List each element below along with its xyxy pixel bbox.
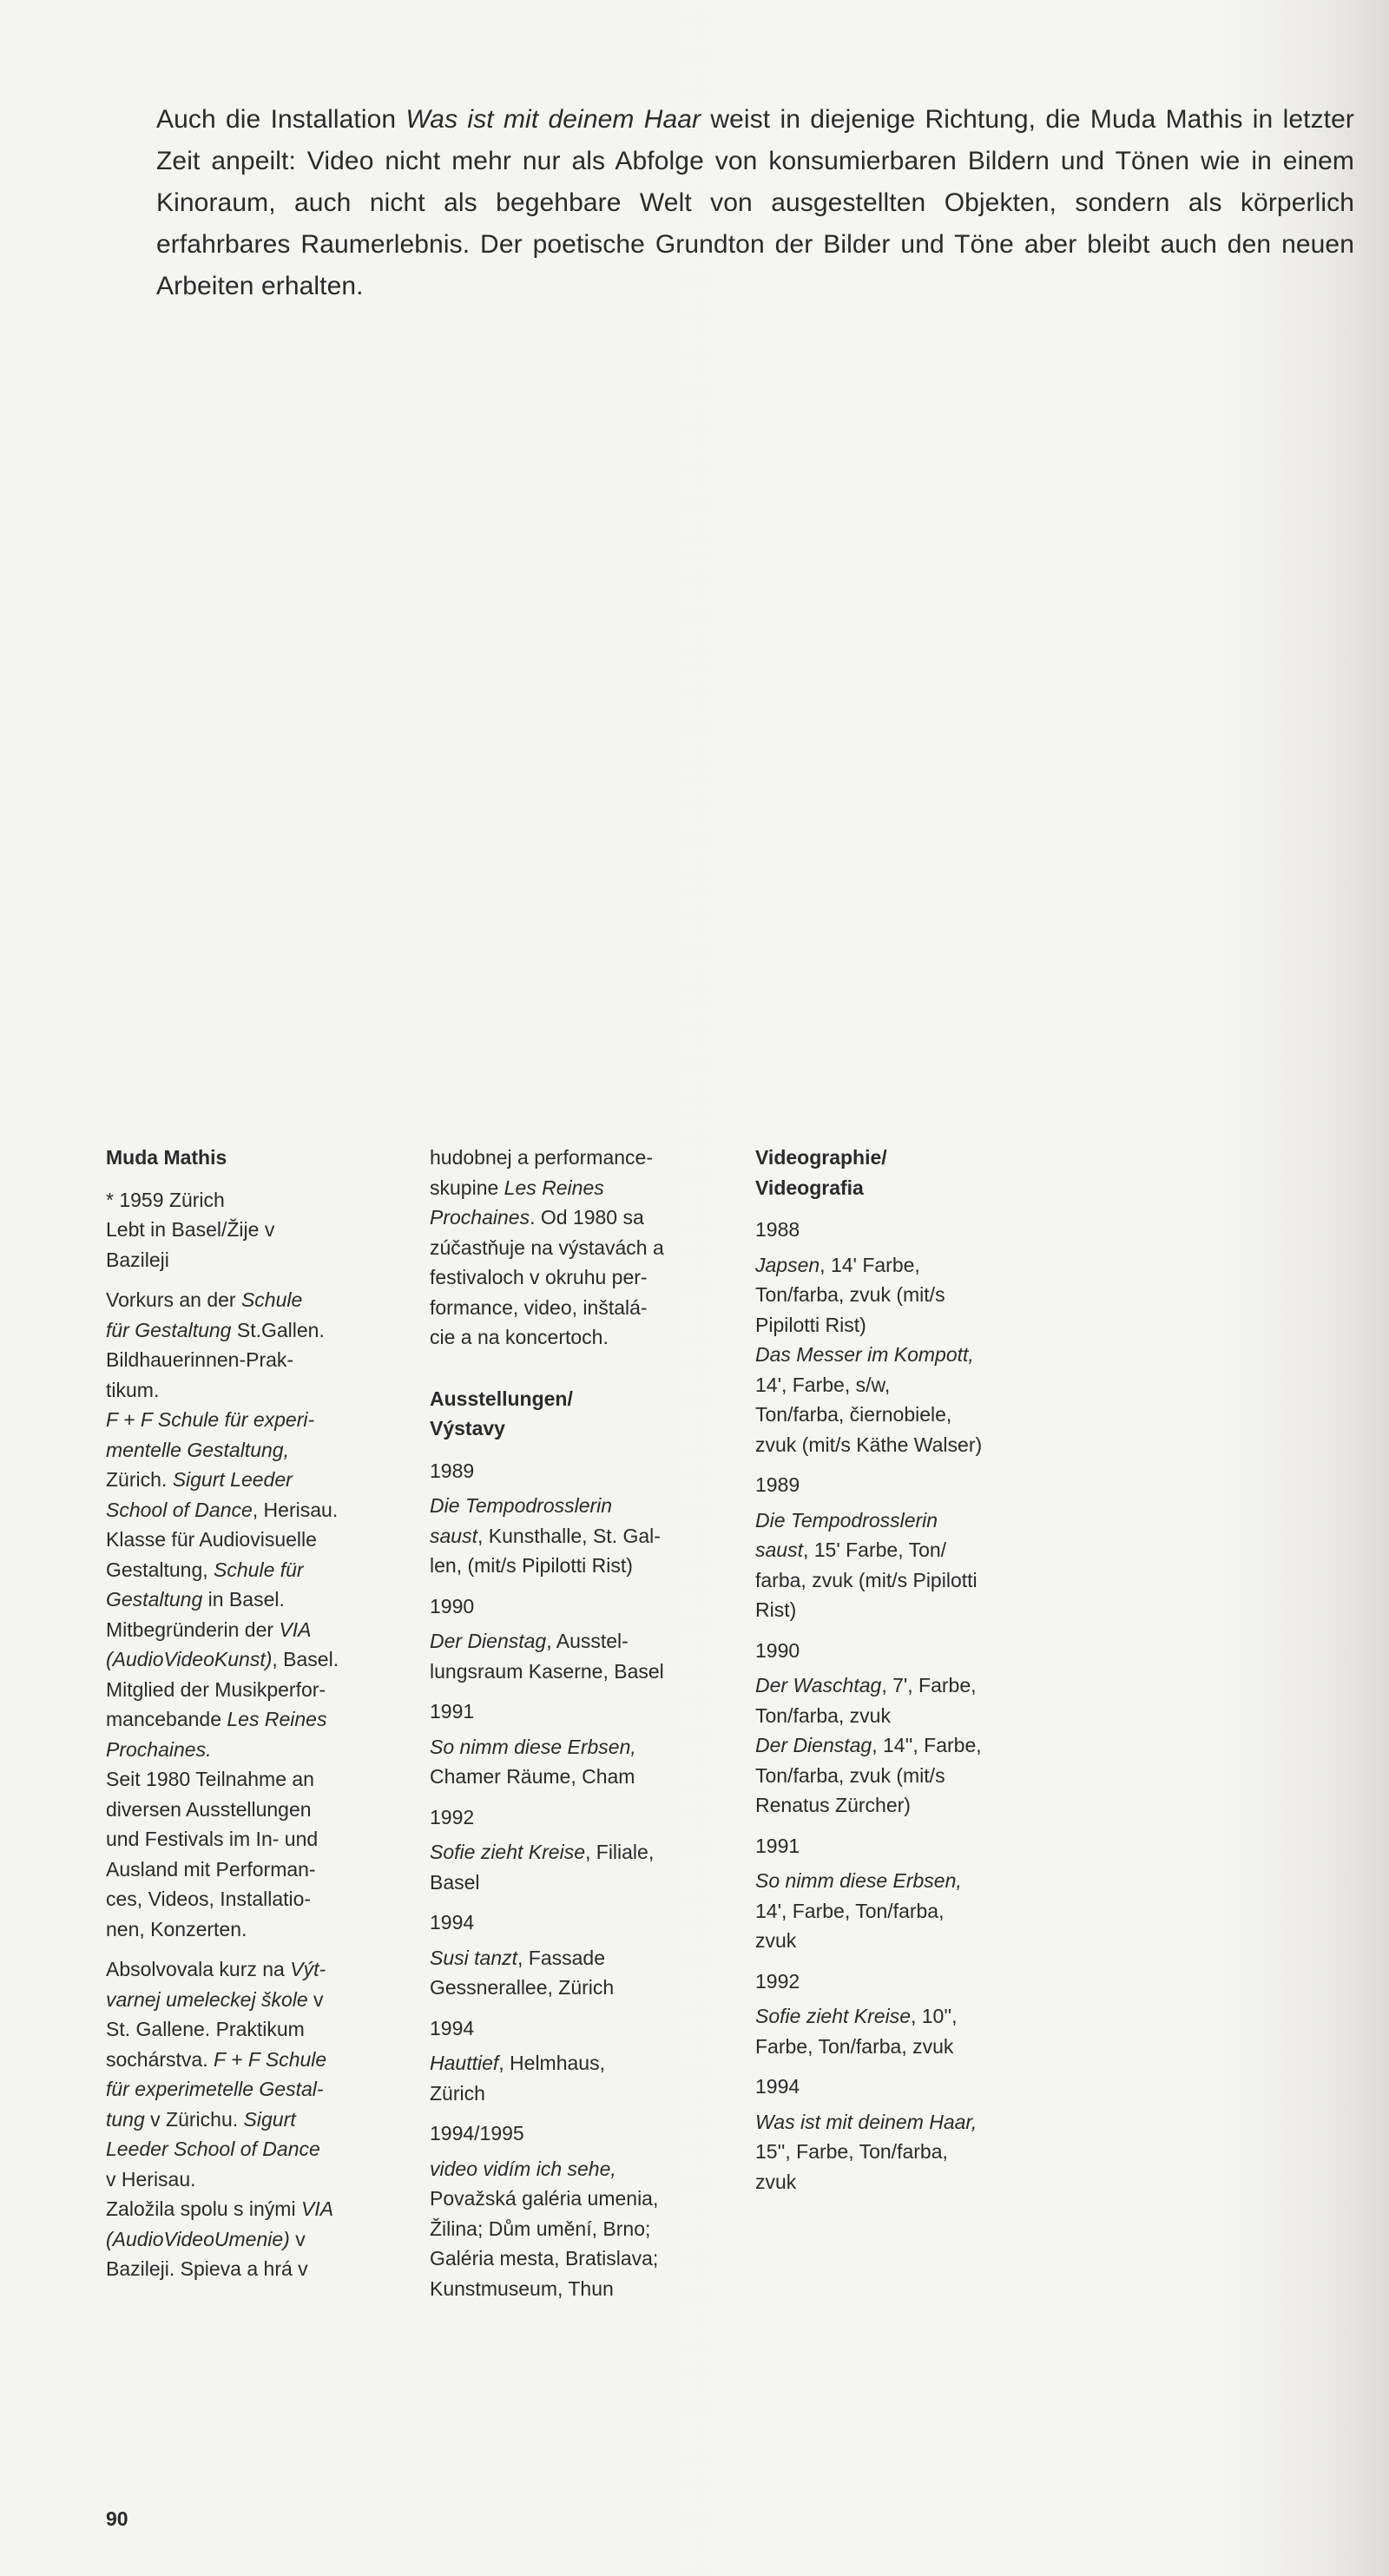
videography-heading-line: Videographie/ bbox=[755, 1146, 887, 1169]
bio-slovak-line: Prochaines. Od 1980 sa bbox=[430, 1206, 644, 1229]
bio-slovak-line: varnej umeleckej škole v bbox=[106, 1987, 324, 2011]
bio-slovak-line: (AudioVideoUmenie) v bbox=[106, 2227, 306, 2250]
videography-column bbox=[755, 1143, 1042, 2207]
video-line: farba, zvuk (mit/s Pipilotti bbox=[755, 1568, 978, 1591]
exhibition-entry bbox=[430, 1907, 716, 2003]
bio-slovak-line: Absolvovala kurz na Výt- bbox=[106, 1958, 326, 1980]
video-line: Der Waschtag, 7', Farbe, bbox=[755, 1674, 977, 1696]
video-line: saust, 15' Farbe, Ton/ bbox=[755, 1538, 947, 1561]
exhibition-entry bbox=[430, 2013, 716, 2109]
bio-german-line: mentelle Gestaltung, bbox=[106, 1438, 289, 1461]
video-year: 1990 bbox=[755, 1638, 800, 1662]
video-line: 14', Farbe, s/w, bbox=[755, 1373, 891, 1396]
intro-paragraph: Auch die Installation Was ist mit deinem Haar weist in diejenige Richtung, die Muda Mathis in letzter Zeit anpeilt: Video nicht mehr nur als Abfolge von konsumierbaren Bildern und Tönen wie in einem Kinoraum, auch nicht als begehbare Welt von ausgestellten Objekten, sondern als körperlich erfahrbares Raumerlebnis. Der poetische Grundton der Bilder und Töne aber bleibt auch den neuen Arbeiten erhalten. bbox=[156, 105, 1355, 300]
video-entry bbox=[755, 2072, 1042, 2197]
video-line: zvuk bbox=[755, 1929, 797, 1952]
bio-slovak-line: skupine Les Reines bbox=[430, 1176, 604, 1199]
video-line: Ton/farba, zvuk bbox=[755, 1703, 891, 1727]
exhibitions-heading bbox=[430, 1384, 716, 1444]
video-year: 1992 bbox=[755, 1969, 800, 1993]
video-line: Ton/farba, zvuk (mit/s bbox=[755, 1763, 945, 1787]
bio-slovak-line: St. Gallene. Praktikum bbox=[106, 2018, 305, 2040]
video-line: zvuk (mit/s Käthe Walser) bbox=[755, 1433, 983, 1456]
exhibition-line: lungsraum Kaserne, Basel bbox=[430, 1659, 664, 1683]
video-line: Ton/farba, zvuk (mit/s bbox=[755, 1283, 945, 1306]
bio-german-line: für Gestaltung St.Gallen. bbox=[106, 1318, 325, 1341]
exhibition-year: 1994 bbox=[430, 1911, 475, 1934]
video-year: 1988 bbox=[755, 1218, 800, 1241]
video-line: Sofie zieht Kreise, 10'', bbox=[755, 2005, 958, 2027]
video-line: Rist) bbox=[755, 1598, 797, 1621]
exhibitions-list bbox=[430, 1456, 716, 2304]
bio-born-line: Lebt in Basel/Žije v bbox=[106, 1218, 275, 1241]
video-line: Was ist mit deinem Haar, bbox=[755, 2110, 978, 2133]
bio-slovak-line: Leeder School of Dance bbox=[106, 2138, 320, 2160]
videography-list bbox=[755, 1215, 1042, 2197]
exhibition-entry bbox=[430, 1591, 716, 1687]
video-year: 1994 bbox=[755, 2075, 800, 2098]
exhibition-entry bbox=[430, 2118, 716, 2303]
bio-german-line: Mitbegründerin der VIA bbox=[106, 1617, 312, 1641]
bio-german-line: F + F Schule für experi- bbox=[106, 1408, 315, 1431]
exhibition-line: Galéria mesta, Bratislava; bbox=[430, 2247, 659, 2270]
exhibition-entry bbox=[430, 1456, 716, 1581]
page-number: 90 bbox=[106, 2507, 128, 2530]
exhibition-line: Chamer Räume, Cham bbox=[430, 1765, 635, 1788]
bio-german-line: Vorkurs an der Schule bbox=[106, 1288, 303, 1311]
video-entry bbox=[755, 1215, 1042, 1459]
video-entry bbox=[755, 1636, 1042, 1821]
bio-german-line: Gestaltung in Basel. bbox=[106, 1588, 285, 1611]
exhibition-line: saust, Kunsthalle, St. Gal- bbox=[430, 1524, 661, 1547]
bio-german-line: ces, Videos, Installatio- bbox=[106, 1888, 312, 1910]
exhibition-line: Basel bbox=[430, 1870, 480, 1894]
bio-slovak-line: v Herisau. bbox=[106, 2167, 196, 2191]
bio-slovak-line: formance, video, inštalá- bbox=[430, 1295, 648, 1319]
video-entry bbox=[755, 1967, 1042, 2062]
video-line: Farbe, Ton/farba, zvuk bbox=[755, 2034, 954, 2058]
video-line: So nimm diese Erbsen, bbox=[755, 1869, 962, 1892]
bio-slovak-line: cie a na koncertoch. bbox=[430, 1326, 609, 1348]
exhibition-year: 1994 bbox=[430, 2016, 475, 2039]
exhibition-entry bbox=[430, 1802, 716, 1898]
bio-german-line: Klasse für Audiovisuelle bbox=[106, 1528, 317, 1551]
bio-slovak-line: sochárstva. F + F Schule bbox=[106, 2047, 327, 2071]
exhibition-line: Sofie zieht Kreise, Filiale, bbox=[430, 1841, 655, 1863]
bio-slovak-line: zúčastňuje na výstavách a bbox=[430, 1235, 664, 1259]
video-line: Der Dienstag, 14'', Farbe, bbox=[755, 1734, 982, 1756]
bio-slovak-continued bbox=[430, 1143, 716, 1353]
exhibition-line: So nimm diese Erbsen, bbox=[430, 1735, 636, 1758]
video-line: 15'', Farbe, Ton/farba, bbox=[755, 2140, 948, 2163]
bio-german bbox=[106, 1285, 392, 1944]
bio-german-line: Ausland mit Performan- bbox=[106, 1857, 316, 1881]
bio-german-line: Gestaltung, Schule für bbox=[106, 1558, 304, 1581]
video-line: zvuk bbox=[755, 2170, 797, 2193]
exhibition-year: 1992 bbox=[430, 1805, 475, 1828]
videography-heading-line: Videografia bbox=[755, 1176, 864, 1199]
video-line: Renatus Zürcher) bbox=[755, 1794, 911, 1816]
videography-heading bbox=[755, 1143, 1042, 1202]
bio-german-line: diversen Ausstellungen bbox=[106, 1797, 312, 1821]
bio-german-line: Seit 1980 Teilnahme an bbox=[106, 1768, 314, 1790]
bio-slovak bbox=[106, 1954, 392, 2284]
bio-born bbox=[106, 1185, 392, 1275]
bio-german-line: nen, Konzerten. bbox=[106, 1917, 247, 1940]
exhibition-line: Považská galéria umenia, bbox=[430, 2187, 659, 2210]
bio-german-line: Mitglied der Musikperfor- bbox=[106, 1677, 326, 1701]
bio-column bbox=[106, 1143, 392, 2295]
exhibition-line: Die Tempodrosslerin bbox=[430, 1494, 613, 1517]
bio-german-line: School of Dance, Herisau. bbox=[106, 1498, 339, 1521]
exhibitions-column bbox=[430, 1143, 716, 2314]
bio-german-line: und Festivals im In- und bbox=[106, 1828, 319, 1850]
video-line: 14', Farbe, Ton/farba, bbox=[755, 1899, 945, 1922]
video-entry bbox=[755, 1470, 1042, 1625]
bio-german-line: Zürich. Sigurt Leeder bbox=[106, 1468, 293, 1491]
bio-german-line: Prochaines. bbox=[106, 1737, 212, 1761]
exhibition-year: 1990 bbox=[430, 1594, 475, 1617]
exhibition-line: video vidím ich sehe, bbox=[430, 2157, 616, 2180]
bio-slovak-line: tung v Zürichu. Sigurt bbox=[106, 2107, 296, 2131]
exhibition-line: Žilina; Dům umění, Brno; bbox=[430, 2217, 651, 2240]
video-line: Das Messer im Kompott, bbox=[755, 1343, 974, 1366]
exhibition-year: 1989 bbox=[430, 1459, 475, 1482]
exhibitions-heading-line: Ausstellungen/ bbox=[430, 1387, 573, 1410]
bio-born-line: Bazileji bbox=[106, 1248, 169, 1271]
video-line: Pipilotti Rist) bbox=[755, 1313, 866, 1336]
video-line: Japsen, 14' Farbe, bbox=[755, 1253, 920, 1276]
video-line: Ton/farba, čiernobiele, bbox=[755, 1403, 952, 1426]
bio-slovak-line: Bazileji. Spieva a hrá v bbox=[106, 2257, 308, 2280]
exhibitions-heading-line: Výstavy bbox=[430, 1417, 505, 1440]
exhibition-line: Der Dienstag, Ausstel- bbox=[430, 1630, 629, 1652]
exhibition-line: Gessnerallee, Zürich bbox=[430, 1976, 615, 1999]
exhibition-line: Susi tanzt, Fassade bbox=[430, 1946, 605, 1969]
exhibition-year: 1991 bbox=[430, 1700, 475, 1723]
bio-slovak-line: Založila spolu s inými VIA bbox=[106, 2197, 334, 2220]
video-entry bbox=[755, 1831, 1042, 1956]
bio-born-line: * 1959 Zürich bbox=[106, 1188, 225, 1211]
bio-german-line: (AudioVideoKunst), Basel. bbox=[106, 1648, 339, 1670]
bio-german-line: mancebande Les Reines bbox=[106, 1708, 327, 1730]
bio-slovak-line: hudobnej a performance- bbox=[430, 1146, 653, 1169]
exhibition-line: Hauttief, Helmhaus, bbox=[430, 2052, 605, 2074]
video-year: 1991 bbox=[755, 1834, 800, 1857]
bio-slovak-line: festivaloch v okruhu per- bbox=[430, 1266, 648, 1288]
exhibition-year: 1994/1995 bbox=[430, 2122, 524, 2144]
exhibition-line: len, (mit/s Pipilotti Rist) bbox=[430, 1554, 633, 1577]
artist-name: Muda Mathis bbox=[106, 1146, 227, 1169]
exhibition-entry bbox=[430, 1696, 716, 1792]
bio-german-line: tikum. bbox=[106, 1378, 160, 1401]
exhibition-line: Zürich bbox=[430, 2081, 485, 2105]
exhibition-line: Kunstmuseum, Thun bbox=[430, 2276, 614, 2300]
video-line: Die Tempodrosslerin bbox=[755, 1508, 938, 1532]
video-year: 1989 bbox=[755, 1473, 800, 1496]
bio-german-line: Bildhauerinnen-Prak- bbox=[106, 1348, 294, 1371]
bio-slovak-line: für experimetelle Gestal- bbox=[106, 2078, 324, 2100]
